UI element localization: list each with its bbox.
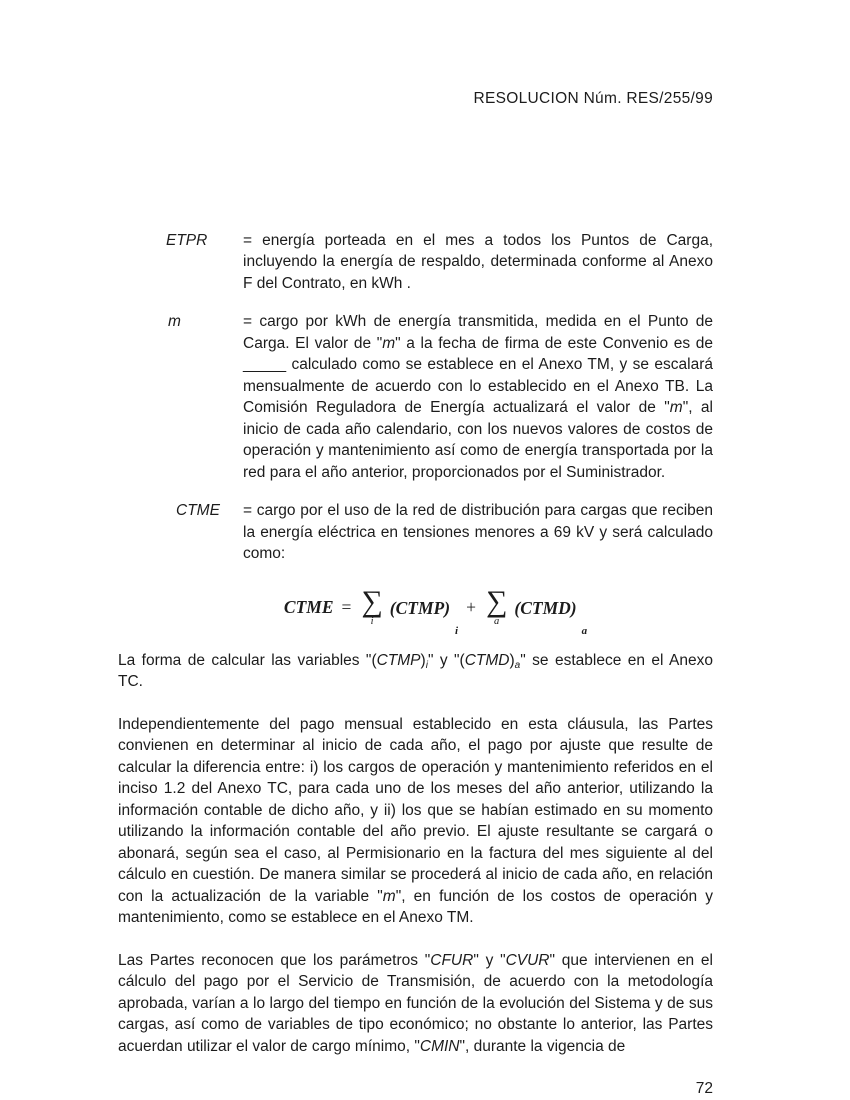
document-header: RESOLUCION Núm. RES/255/99 xyxy=(473,90,713,107)
paragraph-ajuste-anual: Independientemente del pago mensual establecido en esta cláusula, las Partes convienen en determinar al inicio de cada año, el pago por ajuste que resulte de calcular la diferencia entre: i) los cargos de operación y mantenimiento referidos en el inciso 1.2 del Anexo TC, para cada uno de los meses del año anterior, utilizando la información contable de dicho año, y ii) los que se habían estimado en su momento utilizando la información contable del año previo. El ajuste resultante se cargará o abonará, según sea el caso, al Permisionario en la factura del mes siguiente al del cálculo en cuestión. De manera similar se procederá al inicio de cada año, en relación con la actualización de la variable "m", en función de los costos de operación y mantenimiento, como se establece en el Anexo TM. xyxy=(118,715,714,926)
equals-sign: = xyxy=(341,596,352,617)
page-number: 72 xyxy=(695,1080,713,1097)
term-ctmp: (CTMP) xyxy=(389,597,451,618)
summation-over-i xyxy=(361,584,383,628)
definition-text-m: = cargo por kWh de energía transmitida, medida en el Punto de Carga. El valor de "m" a la fecha de firma de este Convenio es de _____ calculado como se establece en el Anexo TM, y se escalará mensualmente de acuerdo con lo establecido en el Anexo TB. La Comisión Reguladora de Energía actualizará el valor de "m", al inicio de cada año calendario, con los nuevos valores de costos de operación y mantenimiento así como de energía transportada por la red para el año anterior, proporcionados por el Suministrador. xyxy=(243,313,713,481)
equation-lhs: CTME xyxy=(283,596,334,617)
plus-sign: + xyxy=(466,596,476,617)
paragraph-anexo-tc: La forma de calcular las variables "$(CTMP)_i$" y "$(CTMD)_a$" se establece en el Anexo TC. xyxy=(118,651,714,690)
equation-term-2 xyxy=(514,593,576,623)
sigma-icon: ∑ xyxy=(485,584,508,618)
definition-text-etpr: = energía porteada en el mes a todos los Puntos de Carga, incluyendo la energía de respaldo, determinada conforme al Anexo F del Contrato, en kWh . xyxy=(243,231,713,292)
definition-term-ctme: CTME xyxy=(176,502,220,519)
sigma-icon: ∑ xyxy=(361,584,383,618)
definition-m xyxy=(118,311,713,483)
definition-text-ctme: = cargo por el uso de la red de distribución para cargas que reciben la energía eléctrica en tensiones menores a 69 kV y será calculado como: xyxy=(243,502,713,562)
term-ctmp-subscript: i xyxy=(455,624,459,637)
definition-term-m: m xyxy=(168,313,181,330)
term-ctmd-subscript: a xyxy=(581,624,588,637)
definitions-list xyxy=(118,230,713,565)
definition-ctme xyxy=(118,500,713,565)
document-body xyxy=(118,0,713,1100)
summation-over-a xyxy=(485,584,508,628)
term-ctmd: (CTMD) xyxy=(514,597,577,618)
paragraph-cfur-cvur: Las Partes reconocen que los parámetros "CFUR" y "CVUR" que intervienen en el cálculo del pago por el Servicio de Transmisión, de acuerdo con la metodología aprobada, varían a lo largo del tiempo en función de la evolución del Sistema y de sus cargas, así como de variables de tipo económico; no obstante lo anterior, las Partes acuerdan utilizar el valor de cargo mínimo, "CMIN", durante la vigencia de xyxy=(118,951,713,1055)
ctme-equation xyxy=(158,582,713,637)
summation-index-i: i xyxy=(370,615,374,627)
summation-index-a: a xyxy=(494,615,500,627)
equation-term-1 xyxy=(390,593,450,623)
definition-term-etpr: ETPR xyxy=(166,231,208,249)
definition-etpr xyxy=(118,230,713,295)
